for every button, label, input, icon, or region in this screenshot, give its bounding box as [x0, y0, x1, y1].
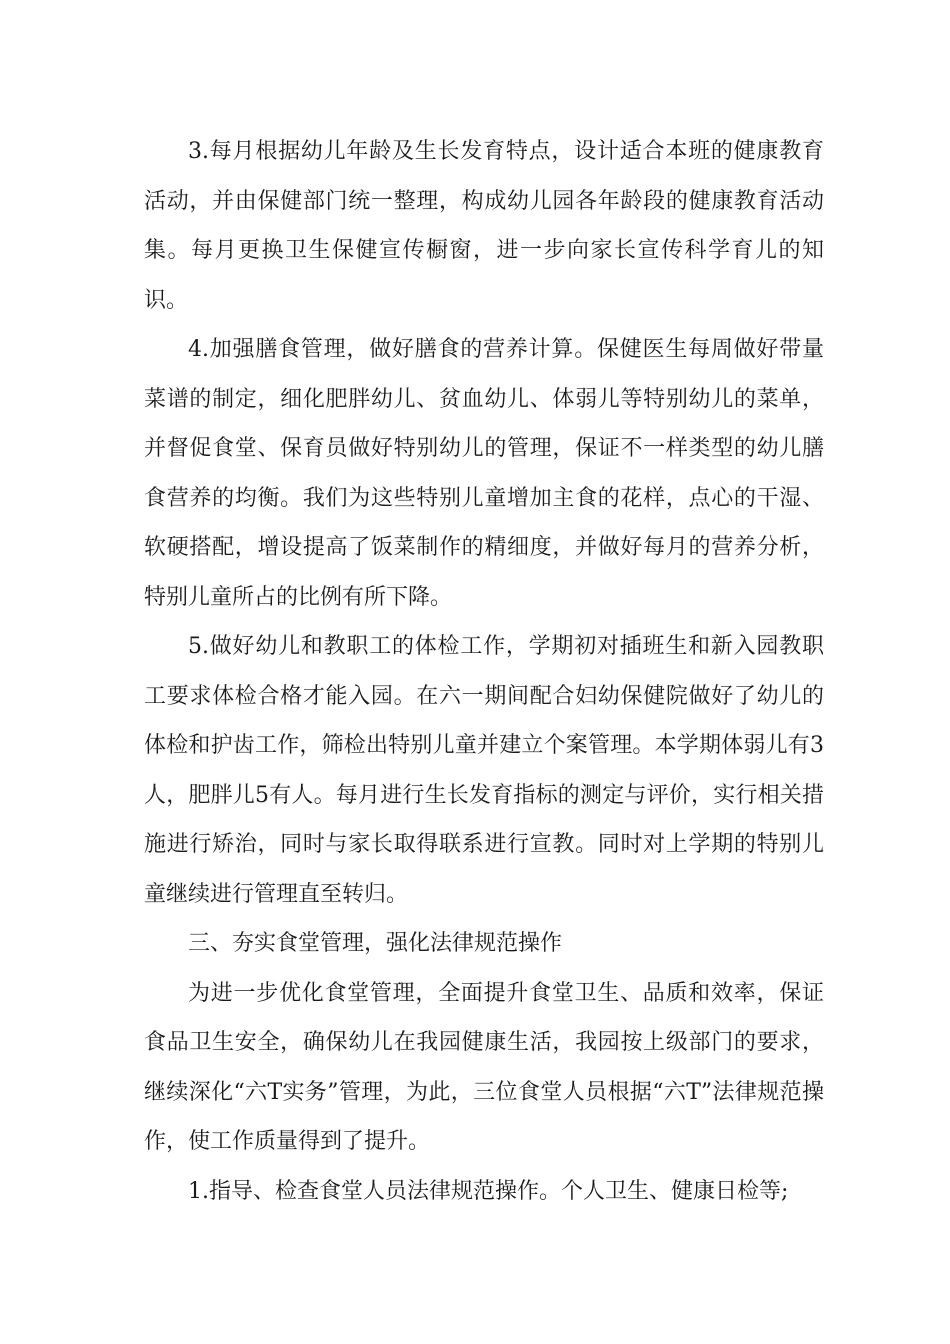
- paragraph-item-5-physical-exam: 5.做好幼儿和教职工的体检工作，学期初对插班生和新入园教职工要求体检合格才能入园。在六一期间配合妇幼保健院做好了幼儿的体检和护齿工作，筛检出特别儿童并建立个案管理。本学期体弱儿有3人，肥胖儿5有人。每月进行生长发育指标的测定与评价，实行相关措施进行矫治，同时与家长取得联系进行宣教。同时对上学期的特别儿童继续进行管理直至转归。: [144, 634, 824, 907]
- paragraph-item-4-diet-management: 4.加强膳食管理，做好膳食的营养计算。保健医生每周做好带量菜谱的制定，细化肥胖幼儿、贫血幼儿、体弱儿等特别幼儿的菜单，并督促食堂、保育员做好特别幼儿的管理，保证不一样类型的幼儿膳食营养的均衡。我们为这些特别儿童增加主食的花样，点心的干湿、软硬搭配，增设提高了饭菜制作的精细度，并做好每月的营养分析，特别儿童所占的比例有所下降。: [144, 337, 824, 610]
- section-heading-canteen-management: 三、夯实食堂管理，强化法律规范操作: [188, 931, 563, 956]
- document-body: [144, 127, 824, 1216]
- paragraph-item-1-canteen-inspection: 1.指导、检查食堂人员法律规范操作。个人卫生、健康日检等;: [188, 1178, 789, 1204]
- paragraph-canteen-intro: 为进一步优化食堂管理，全面提升食堂卫生、品质和效率，保证食品卫生安全，确保幼儿在我园健康生活，我园按上级部门的要求，继续深化“六T实务”管理，为此，三位食堂人员根据“六T”法律规范操作，使工作质量得到了提升。: [144, 980, 824, 1154]
- paragraph-item-3-health-education: 3.每月根据幼儿年龄及生长发育特点，设计适合本班的健康教育活动，并由保健部门统一整理，构成幼儿园各年龄段的健康教育活动集。每月更换卫生保健宣传橱窗，进一步向家长宣传科学育儿的知识。: [144, 139, 824, 313]
